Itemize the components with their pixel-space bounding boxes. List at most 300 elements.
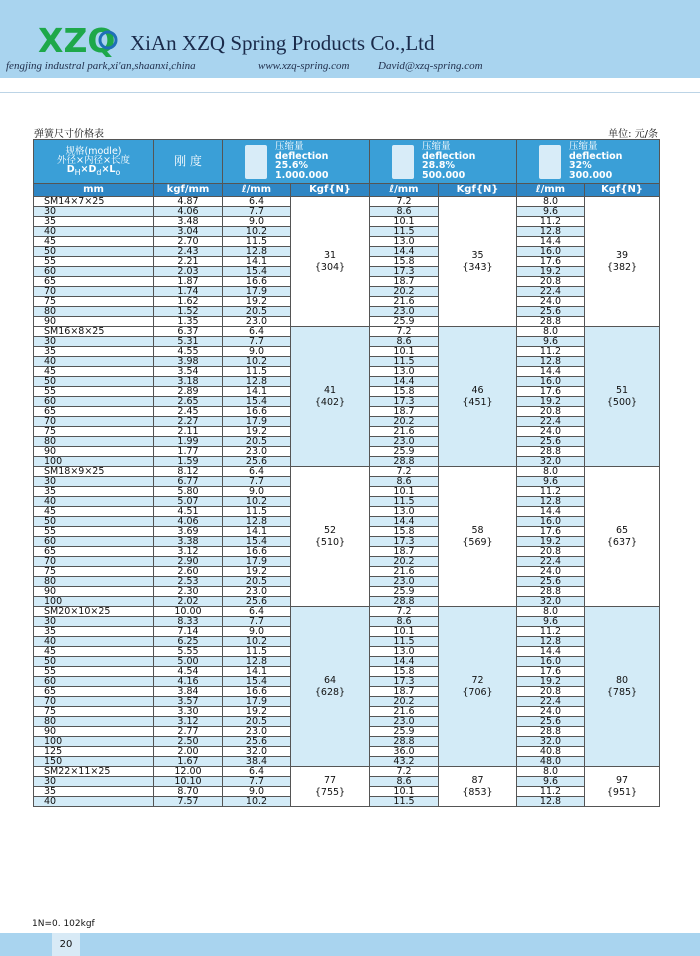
rigidity-cell: 3.18 <box>154 377 223 387</box>
spec-cell: 75 <box>34 707 154 717</box>
newton-value: {785} <box>606 686 638 698</box>
deflection-2-cell: 18.7 <box>370 407 439 417</box>
deflection-2-cell: 15.8 <box>370 257 439 267</box>
spec-cell: 30 <box>34 777 154 787</box>
deflection-1-cell: 7.7 <box>223 207 291 217</box>
deflection-1-cell: 16.6 <box>223 547 291 557</box>
rigidity-cell: 2.21 <box>154 257 223 267</box>
deflection-1-cell: 14.1 <box>223 387 291 397</box>
spec-cell: 90 <box>34 727 154 737</box>
deflection-3-cell: 9.6 <box>517 777 585 787</box>
deflection-3-cell: 14.4 <box>517 237 585 247</box>
spec-cell: SM14×7×25 <box>34 197 154 207</box>
spec-header-line3: $D_H\times D_d\times L_o$ <box>66 163 121 177</box>
deflection-1-cell: 16.6 <box>223 407 291 417</box>
kgf-value: 87 <box>471 774 484 786</box>
rigidity-cell: 2.65 <box>154 397 223 407</box>
deflection-1-cell: 9.0 <box>223 627 291 637</box>
deflection-2-cell: 7.2 <box>370 767 439 777</box>
rigidity-cell: 1.62 <box>154 297 223 307</box>
deflection-1-cell: 19.2 <box>223 297 291 307</box>
company-name: XiAn XZQ Spring Products Co.,Ltd <box>130 31 435 55</box>
deflection-1-cell: 10.2 <box>223 227 291 237</box>
rigidity-cell: 5.80 <box>154 487 223 497</box>
deflection-2-cell: 14.4 <box>370 247 439 257</box>
deflection-3-cell: 22.4 <box>517 287 585 297</box>
rigidity-cell: 5.07 <box>154 497 223 507</box>
deflection-3-cell: 9.6 <box>517 477 585 487</box>
deflection-2-cell: 13.0 <box>370 237 439 247</box>
deflection-1-cell: 9.0 <box>223 487 291 497</box>
deflection-3-cell: 20.8 <box>517 277 585 287</box>
deflection-2-cell: 10.1 <box>370 627 439 637</box>
deflection-1-cell: 7.7 <box>223 777 291 787</box>
deflection-1-cell: 15.4 <box>223 397 291 407</box>
rigidity-cell: 8.12 <box>154 467 223 477</box>
spec-cell: 35 <box>34 487 154 497</box>
deflection-1-cell: 9.0 <box>223 347 291 357</box>
deflection-3-cell: 12.8 <box>517 357 585 367</box>
rigidity-cell: 2.27 <box>154 417 223 427</box>
spec-cell: 50 <box>34 247 154 257</box>
spec-cell: 75 <box>34 427 154 437</box>
kgf-load-cell <box>585 327 660 467</box>
deflection-2-cell: 25.9 <box>370 447 439 457</box>
deflection-2-cell: 14.4 <box>370 657 439 667</box>
company-email[interactable]: David@xzq-spring.com <box>378 60 483 72</box>
unit-label: 单位: 元/条 <box>608 129 658 140</box>
kgf-value: 35 <box>471 249 484 261</box>
kgf-load-cell <box>585 197 660 327</box>
deflection-2-cell: 17.3 <box>370 537 439 547</box>
spec-header-line2: 外径×内径×长度 <box>57 154 130 166</box>
deflection-3-cell: 8.0 <box>517 767 585 777</box>
deflection-3-cell: 19.2 <box>517 267 585 277</box>
deflection-3-cell: 25.6 <box>517 307 585 317</box>
deflection-3-cell: 25.6 <box>517 437 585 447</box>
newton-value: {569} <box>462 536 493 548</box>
rigidity-cell: 3.57 <box>154 697 223 707</box>
deflection-3-cell: 28.8 <box>517 727 585 737</box>
kgf-load-cell <box>439 767 517 807</box>
deflection-2-cell: 21.6 <box>370 707 439 717</box>
deflection-3-cell: 24.0 <box>517 297 585 307</box>
rigidity-cell: 2.00 <box>154 747 223 757</box>
deflection-2-cell: 28.8 <box>370 597 439 607</box>
rigidity-cell: 1.77 <box>154 447 223 457</box>
price-table-body <box>34 197 660 807</box>
deflection-3-cell: 14.4 <box>517 647 585 657</box>
deflection-3-cell: 11.2 <box>517 787 585 797</box>
deflection-3-cell: 17.6 <box>517 667 585 677</box>
deflection-3-cell: 16.0 <box>517 247 585 257</box>
rigidity-header: 刚 度 <box>154 140 223 184</box>
spec-cell: 55 <box>34 257 154 267</box>
rigidity-cell: 4.87 <box>154 197 223 207</box>
rigidity-cell: 2.03 <box>154 267 223 277</box>
rigidity-cell: 2.45 <box>154 407 223 417</box>
spec-cell: 100 <box>34 457 154 467</box>
deflection-3-cell: 12.8 <box>517 637 585 647</box>
deflection-2-cell: 13.0 <box>370 367 439 377</box>
spec-cell: 90 <box>34 447 154 457</box>
newton-value: {853} <box>462 786 493 798</box>
spec-cell: 80 <box>34 717 154 727</box>
deflection-3-cell: 25.6 <box>517 717 585 727</box>
price-table-wrap <box>33 139 659 807</box>
rigidity-cell: 1.74 <box>154 287 223 297</box>
deflection-2-cell: 10.1 <box>370 347 439 357</box>
rigidity-cell: 8.33 <box>154 617 223 627</box>
rigidity-cell: 3.48 <box>154 217 223 227</box>
newton-value: {402} <box>314 396 346 408</box>
deflection-2-cell: 8.6 <box>370 617 439 627</box>
spec-cell: 125 <box>34 747 154 757</box>
deflection-2-cell: 17.3 <box>370 267 439 277</box>
kgf-load-cell <box>291 607 370 767</box>
deflection-1-cell: 6.4 <box>223 197 291 207</box>
deflection-2-cell: 18.7 <box>370 687 439 697</box>
deflection-1-cell: 14.1 <box>223 257 291 267</box>
deflection-2-cell: 7.2 <box>370 327 439 337</box>
deflection-1-cell: 23.0 <box>223 317 291 327</box>
newton-value: {304} <box>314 261 346 273</box>
deflection-1-cell: 16.6 <box>223 277 291 287</box>
deflection-3-cell: 20.8 <box>517 547 585 557</box>
spec-cell: 30 <box>34 617 154 627</box>
col-header-l-mm-2: ℓ/mm <box>370 184 439 197</box>
spec-cell: 70 <box>34 557 154 567</box>
deflection-2-cell: 20.2 <box>370 557 439 567</box>
company-website[interactable]: www.xzq-spring.com <box>258 60 350 72</box>
deflection-2-cell: 21.6 <box>370 567 439 577</box>
deflection-3-cell: 14.4 <box>517 507 585 517</box>
deflection-2-cell: 43.2 <box>370 757 439 767</box>
deflection-1-cell: 20.5 <box>223 307 291 317</box>
spec-cell: 35 <box>34 787 154 797</box>
deflection-3-cell: 11.2 <box>517 217 585 227</box>
deflection-1-cell: 20.5 <box>223 577 291 587</box>
rigidity-cell: 5.31 <box>154 337 223 347</box>
kgf-value: 39 <box>615 249 629 261</box>
spec-cell: 45 <box>34 237 154 247</box>
table-row <box>34 327 660 337</box>
kgf-load-cell <box>585 607 660 767</box>
rigidity-cell: 10.10 <box>154 777 223 787</box>
deflection-3-cell: 40.8 <box>517 747 585 757</box>
rigidity-cell: 2.70 <box>154 237 223 247</box>
spec-cell: 65 <box>34 687 154 697</box>
kgf-value: 72 <box>471 674 484 686</box>
deflection-3-cell: 12.8 <box>517 497 585 507</box>
deflection-2-cell: 7.2 <box>370 467 439 477</box>
deflection-2-cell: 25.9 <box>370 317 439 327</box>
deflection-2-cell: 23.0 <box>370 717 439 727</box>
deflection-3-cell: 28.8 <box>517 587 585 597</box>
deflection-3-cell: 32.0 <box>517 737 585 747</box>
spec-cell: 40 <box>34 797 154 807</box>
newton-value: {343} <box>462 261 493 273</box>
rigidity-cell: 10.00 <box>154 607 223 617</box>
deflection-1-cell: 16.6 <box>223 687 291 697</box>
deflection-1-cell: 19.2 <box>223 427 291 437</box>
spec-cell: 90 <box>34 587 154 597</box>
rigidity-cell: 7.57 <box>154 797 223 807</box>
deflection-2-cell: 11.5 <box>370 637 439 647</box>
deflection-2-cell: 8.6 <box>370 477 439 487</box>
deflection-2-cell: 15.8 <box>370 387 439 397</box>
spec-cell: 35 <box>34 627 154 637</box>
spec-cell: 45 <box>34 367 154 377</box>
spring-icon <box>392 145 414 179</box>
spec-cell: 30 <box>34 207 154 217</box>
spec-cell: 50 <box>34 377 154 387</box>
spec-cell: 75 <box>34 567 154 577</box>
kgf-value: 41 <box>323 384 337 396</box>
deflection-2-cell: 23.0 <box>370 307 439 317</box>
kgf-load-cell <box>439 197 517 327</box>
deflection-1-cell: 9.0 <box>223 787 291 797</box>
spec-cell: 65 <box>34 277 154 287</box>
rigidity-cell: 2.89 <box>154 387 223 397</box>
spec-cell: 80 <box>34 437 154 447</box>
deflection-2-cell: 23.0 <box>370 577 439 587</box>
spec-cell: 70 <box>34 697 154 707</box>
deflection-3-cell: 9.6 <box>517 337 585 347</box>
spec-cell: 45 <box>34 507 154 517</box>
deflection-2-cell: 11.5 <box>370 497 439 507</box>
spec-cell: 45 <box>34 647 154 657</box>
rigidity-cell: 6.25 <box>154 637 223 647</box>
spec-cell: 60 <box>34 677 154 687</box>
kgf-load-cell <box>439 607 517 767</box>
kgf-value: 64 <box>323 674 337 686</box>
rigidity-cell: 1.35 <box>154 317 223 327</box>
doc-title: 弹簧尺寸价格表 <box>34 129 104 140</box>
deflection-3-cell: 19.2 <box>517 537 585 547</box>
deflection-1-cell: 7.7 <box>223 477 291 487</box>
deflection-1-cell: 17.9 <box>223 417 291 427</box>
deflection-2-cell: 7.2 <box>370 607 439 617</box>
spec-cell: 55 <box>34 527 154 537</box>
spec-cell: 80 <box>34 577 154 587</box>
spring-icon <box>539 145 561 179</box>
deflection-3-cell: 11.2 <box>517 627 585 637</box>
deflection-2-cell: 8.6 <box>370 337 439 347</box>
deflection-header-3: 压缩量 deflection 32% 300.000 <box>517 140 660 184</box>
spec-cell: 40 <box>34 637 154 647</box>
deflection-2-cell: 10.1 <box>370 487 439 497</box>
kgf-load-cell <box>439 327 517 467</box>
deflection-1-cell: 23.0 <box>223 727 291 737</box>
spec-cell: 60 <box>34 397 154 407</box>
deflection-1-cell: 6.4 <box>223 327 291 337</box>
spec-cell: 65 <box>34 407 154 417</box>
deflection-1-cell: 12.8 <box>223 517 291 527</box>
kgf-value: 58 <box>471 524 484 536</box>
deflection-1-cell: 6.4 <box>223 607 291 617</box>
deflection-2-cell: 28.8 <box>370 457 439 467</box>
deflection-3-cell: 16.0 <box>517 657 585 667</box>
deflection-2-cell: 17.3 <box>370 677 439 687</box>
deflection-3-cell: 17.6 <box>517 257 585 267</box>
table-row <box>34 467 660 477</box>
rigidity-cell: 1.99 <box>154 437 223 447</box>
deflection-1-cell: 23.0 <box>223 587 291 597</box>
rigidity-cell: 1.59 <box>154 457 223 467</box>
deflection-1-cell: 14.1 <box>223 667 291 677</box>
kgf-load-cell <box>585 467 660 607</box>
spec-cell: SM20×10×25 <box>34 607 154 617</box>
deflection-2-cell: 21.6 <box>370 297 439 307</box>
spec-cell: 75 <box>34 297 154 307</box>
deflection-1-cell: 15.4 <box>223 537 291 547</box>
spring-icon <box>245 145 267 179</box>
deflection-1-cell: 19.2 <box>223 567 291 577</box>
kgf-load-cell <box>291 327 370 467</box>
deflection-2-cell: 25.9 <box>370 587 439 597</box>
deflection-1-cell: 17.9 <box>223 697 291 707</box>
rigidity-cell: 3.69 <box>154 527 223 537</box>
deflection-3-cell: 14.4 <box>517 367 585 377</box>
deflection-1-cell: 12.8 <box>223 247 291 257</box>
kgf-value: 51 <box>615 384 629 396</box>
rigidity-cell: 12.00 <box>154 767 223 777</box>
rigidity-cell: 6.37 <box>154 327 223 337</box>
deflection-3-cell: 24.0 <box>517 427 585 437</box>
spec-cell: 55 <box>34 667 154 677</box>
deflection-2-cell: 28.8 <box>370 737 439 747</box>
deflection-2-cell: 20.2 <box>370 697 439 707</box>
spec-cell: 65 <box>34 547 154 557</box>
table-row <box>34 767 660 777</box>
newton-value: {382} <box>606 261 638 273</box>
rigidity-cell: 4.06 <box>154 207 223 217</box>
deflection-1-cell: 25.6 <box>223 457 291 467</box>
col-header-kgf-mm: kgf/mm <box>154 184 223 197</box>
deflection-3-cell: 25.6 <box>517 577 585 587</box>
col-header-kgf-n-1: Kgf{N} <box>291 184 370 197</box>
deflection-1-cell: 11.5 <box>223 507 291 517</box>
rigidity-cell: 2.50 <box>154 737 223 747</box>
deflection-1-cell: 10.2 <box>223 797 291 807</box>
spec-cell: 100 <box>34 737 154 747</box>
deflection-1-cell: 10.2 <box>223 497 291 507</box>
rigidity-cell: 2.90 <box>154 557 223 567</box>
footer-band <box>0 933 700 956</box>
kgf-load-cell <box>439 467 517 607</box>
deflection-3-cell: 16.0 <box>517 517 585 527</box>
deflection-header-2: 压缩量 deflection 28.8% 500.000 <box>370 140 517 184</box>
deflection-3-cell: 9.6 <box>517 207 585 217</box>
deflection-1-cell: 25.6 <box>223 597 291 607</box>
deflection-2-cell: 13.0 <box>370 507 439 517</box>
rigidity-cell: 3.30 <box>154 707 223 717</box>
price-table <box>33 139 660 807</box>
rigidity-cell: 2.43 <box>154 247 223 257</box>
spec-cell: 100 <box>34 597 154 607</box>
deflection-3-cell: 22.4 <box>517 417 585 427</box>
deflection-1-cell: 12.8 <box>223 377 291 387</box>
deflection-3-cell: 19.2 <box>517 397 585 407</box>
rigidity-cell: 3.98 <box>154 357 223 367</box>
kgf-load-cell <box>291 197 370 327</box>
kgf-value: 52 <box>323 524 337 536</box>
spec-cell: 40 <box>34 357 154 367</box>
newton-value: {706} <box>462 686 493 698</box>
rigidity-cell: 4.06 <box>154 517 223 527</box>
deflection-3-cell: 11.2 <box>517 347 585 357</box>
deflection-2-cell: 17.3 <box>370 397 439 407</box>
deflection-3-cell: 48.0 <box>517 757 585 767</box>
deflection-3-cell: 24.0 <box>517 567 585 577</box>
deflection-2-cell: 15.8 <box>370 527 439 537</box>
rigidity-cell: 3.38 <box>154 537 223 547</box>
spec-cell: 55 <box>34 387 154 397</box>
deflection-3-cell: 19.2 <box>517 677 585 687</box>
deflection-1-cell: 7.7 <box>223 617 291 627</box>
deflection-2-cell: 20.2 <box>370 287 439 297</box>
deflection-2-cell: 8.6 <box>370 777 439 787</box>
rigidity-cell: 4.55 <box>154 347 223 357</box>
page-number: 20 <box>52 933 80 956</box>
table-row <box>34 607 660 617</box>
newton-value: {628} <box>314 686 346 698</box>
spec-cell: 70 <box>34 417 154 427</box>
rigidity-cell: 2.53 <box>154 577 223 587</box>
spec-cell: 150 <box>34 757 154 767</box>
spec-cell: 50 <box>34 657 154 667</box>
spec-cell: 35 <box>34 217 154 227</box>
deflection-1-cell: 6.4 <box>223 467 291 477</box>
deflection-2-cell: 25.9 <box>370 727 439 737</box>
deflection-1-cell: 10.2 <box>223 357 291 367</box>
deflection-3-cell: 8.0 <box>517 197 585 207</box>
spec-header <box>34 140 154 184</box>
spec-header-line1: 规格(modle) <box>65 145 122 157</box>
rigidity-cell: 1.87 <box>154 277 223 287</box>
deflection-2-cell: 23.0 <box>370 437 439 447</box>
kgf-value: 65 <box>615 524 629 536</box>
deflection-2-cell: 14.4 <box>370 377 439 387</box>
deflection-3-cell: 8.0 <box>517 327 585 337</box>
rigidity-cell: 6.77 <box>154 477 223 487</box>
kgf-value: 46 <box>471 384 484 396</box>
col-header-kgf-n-2: Kgf{N} <box>439 184 517 197</box>
deflection-3-cell: 17.6 <box>517 527 585 537</box>
spec-cell: 60 <box>34 267 154 277</box>
deflection-1-cell: 23.0 <box>223 447 291 457</box>
deflection-1-cell: 38.4 <box>223 757 291 767</box>
deflection-2-cell: 14.4 <box>370 517 439 527</box>
company-address: fengjing industral park,xi'an,shaanxi,china <box>6 60 196 72</box>
spec-cell: 80 <box>34 307 154 317</box>
header-rule <box>0 92 700 93</box>
deflection-1-cell: 10.2 <box>223 637 291 647</box>
col-header-mm: mm <box>34 184 154 197</box>
rigidity-cell: 8.70 <box>154 787 223 797</box>
rigidity-cell: 1.67 <box>154 757 223 767</box>
deflection-1-cell: 15.4 <box>223 267 291 277</box>
deflection-2-cell: 11.5 <box>370 227 439 237</box>
deflection-3-cell: 16.0 <box>517 377 585 387</box>
deflection-3-cell: 22.4 <box>517 557 585 567</box>
deflection-1-cell: 6.4 <box>223 767 291 777</box>
spec-cell: 40 <box>34 497 154 507</box>
kgf-value: 80 <box>615 674 629 686</box>
col-header-l-mm-1: ℓ/mm <box>223 184 291 197</box>
deflection-2-cell: 11.5 <box>370 357 439 367</box>
